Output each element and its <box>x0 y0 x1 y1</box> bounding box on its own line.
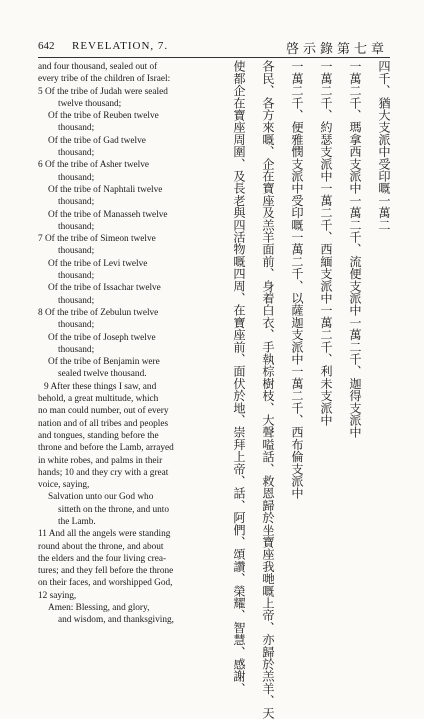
english-line: Of the tribe of Joseph twelve <box>48 332 156 343</box>
english-line: and wisdom, and thanksgiving, <box>58 615 174 626</box>
english-line: Of the tribe of Issachar twelve <box>48 283 161 294</box>
english-text-column <box>38 61 224 627</box>
english-line: thousand; <box>58 295 95 306</box>
chinese-text-block <box>230 60 391 719</box>
english-line: Of the tribe of Reuben twelve <box>48 111 159 122</box>
english-line: thousand; <box>58 123 95 134</box>
english-line: tures; and they fell before the throne <box>38 566 174 577</box>
english-line: twelve thousand; <box>58 98 122 109</box>
english-line: thousand; <box>58 148 95 159</box>
chinese-column: 使都企在寶座周圍、及長老與四活物嘅四周、在寶座前、面伏於地、崇拜上帝、話、阿們、頌讚、榮耀、智慧、感謝、 <box>232 60 246 695</box>
english-line: 12 saying, <box>38 590 77 601</box>
english-line: Of the tribe of Levi twelve <box>48 258 148 269</box>
chinese-title: 啓示錄第七章 <box>285 41 388 56</box>
english-line: and four thousand, sealed out of <box>38 62 158 72</box>
english-line: 7 Of the tribe of Simeon twelve <box>38 234 156 245</box>
english-line: the elders and the four living crea- <box>38 553 167 564</box>
chinese-column: 四千、猶大支派中受印嘅一萬二 <box>377 60 391 231</box>
english-line: on their faces, and worshipped God, <box>38 578 173 589</box>
english-line: thousand; <box>58 344 95 355</box>
english-line: 9 After these things I saw, and <box>44 381 157 392</box>
english-line: 8 Of the tribe of Zebulun twelve <box>38 307 159 318</box>
english-line: Of the tribe of Benjamin were <box>48 357 160 368</box>
chinese-column: 各民、各方來嘅、企在寶座及羔羊面前、身着白衣、手執棕樹枝、大聲嗌話、救恩歸於坐寶座我哋嘅上帝、亦歸於羔羊、天 <box>261 60 275 719</box>
english-line: Of the tribe of Naphtali twelve <box>48 184 163 195</box>
english-line: Of the tribe of Gad twelve <box>48 135 146 146</box>
english-line: sealed twelve thousand. <box>58 369 147 380</box>
english-line: 5 Of the tribe of Judah were sealed <box>38 86 168 97</box>
english-line: 11 And all the angels were standing <box>38 529 171 540</box>
english-line: round about the throne, and about <box>38 541 164 552</box>
english-line: Amen: Blessing, and glory, <box>48 603 150 614</box>
english-line: thousand; <box>58 221 95 232</box>
english-line: behold, a great multitude, which <box>38 394 159 405</box>
english-line: no man could number, out of every <box>38 406 169 417</box>
running-title: REVELATION, 7. <box>72 40 169 52</box>
english-line: sitteth on the throne, and unto <box>58 504 170 515</box>
chinese-column: 一萬二千、便雅憫支派中受印嘅一萬二千、以薩迦支派中一萬二千、西布倫支派中 <box>290 60 304 500</box>
english-line: thousand; <box>58 172 95 183</box>
english-line: every tribe of the children of Israel: <box>38 74 171 85</box>
english-line: thousand; <box>58 320 95 331</box>
chinese-column: 一萬二千、約瑟支派中一萬二千、西緬支派中一萬二千、利未支派中 <box>319 60 333 426</box>
english-line: thousand; <box>58 246 95 257</box>
english-line: hands; 10 and they cry with a great <box>38 467 169 478</box>
english-line: Of the tribe of Manasseh twelve <box>48 209 168 220</box>
english-line: thousand; <box>58 197 95 208</box>
english-line: nation and of all tribes and peoples <box>38 418 169 429</box>
english-line: voice, saying, <box>38 480 90 491</box>
english-line: and tongues, standing before the <box>38 430 159 441</box>
english-line: the Lamb. <box>58 516 96 527</box>
english-line: throne and before the Lamb, arrayed <box>38 443 174 454</box>
english-line: 6 Of the tribe of Asher twelve <box>38 160 150 171</box>
english-line: Salvation unto our God who <box>48 492 154 503</box>
english-line: in white robes, and palms in their <box>38 455 163 466</box>
page-header <box>38 38 390 56</box>
header-rule <box>38 57 390 58</box>
page-number: 642 <box>38 40 55 52</box>
english-line: thousand; <box>58 271 95 282</box>
chinese-column: 一萬二千、瑪拿西支派中一萬二千、流便支派中一萬二千、迦得支派中 <box>348 60 362 439</box>
